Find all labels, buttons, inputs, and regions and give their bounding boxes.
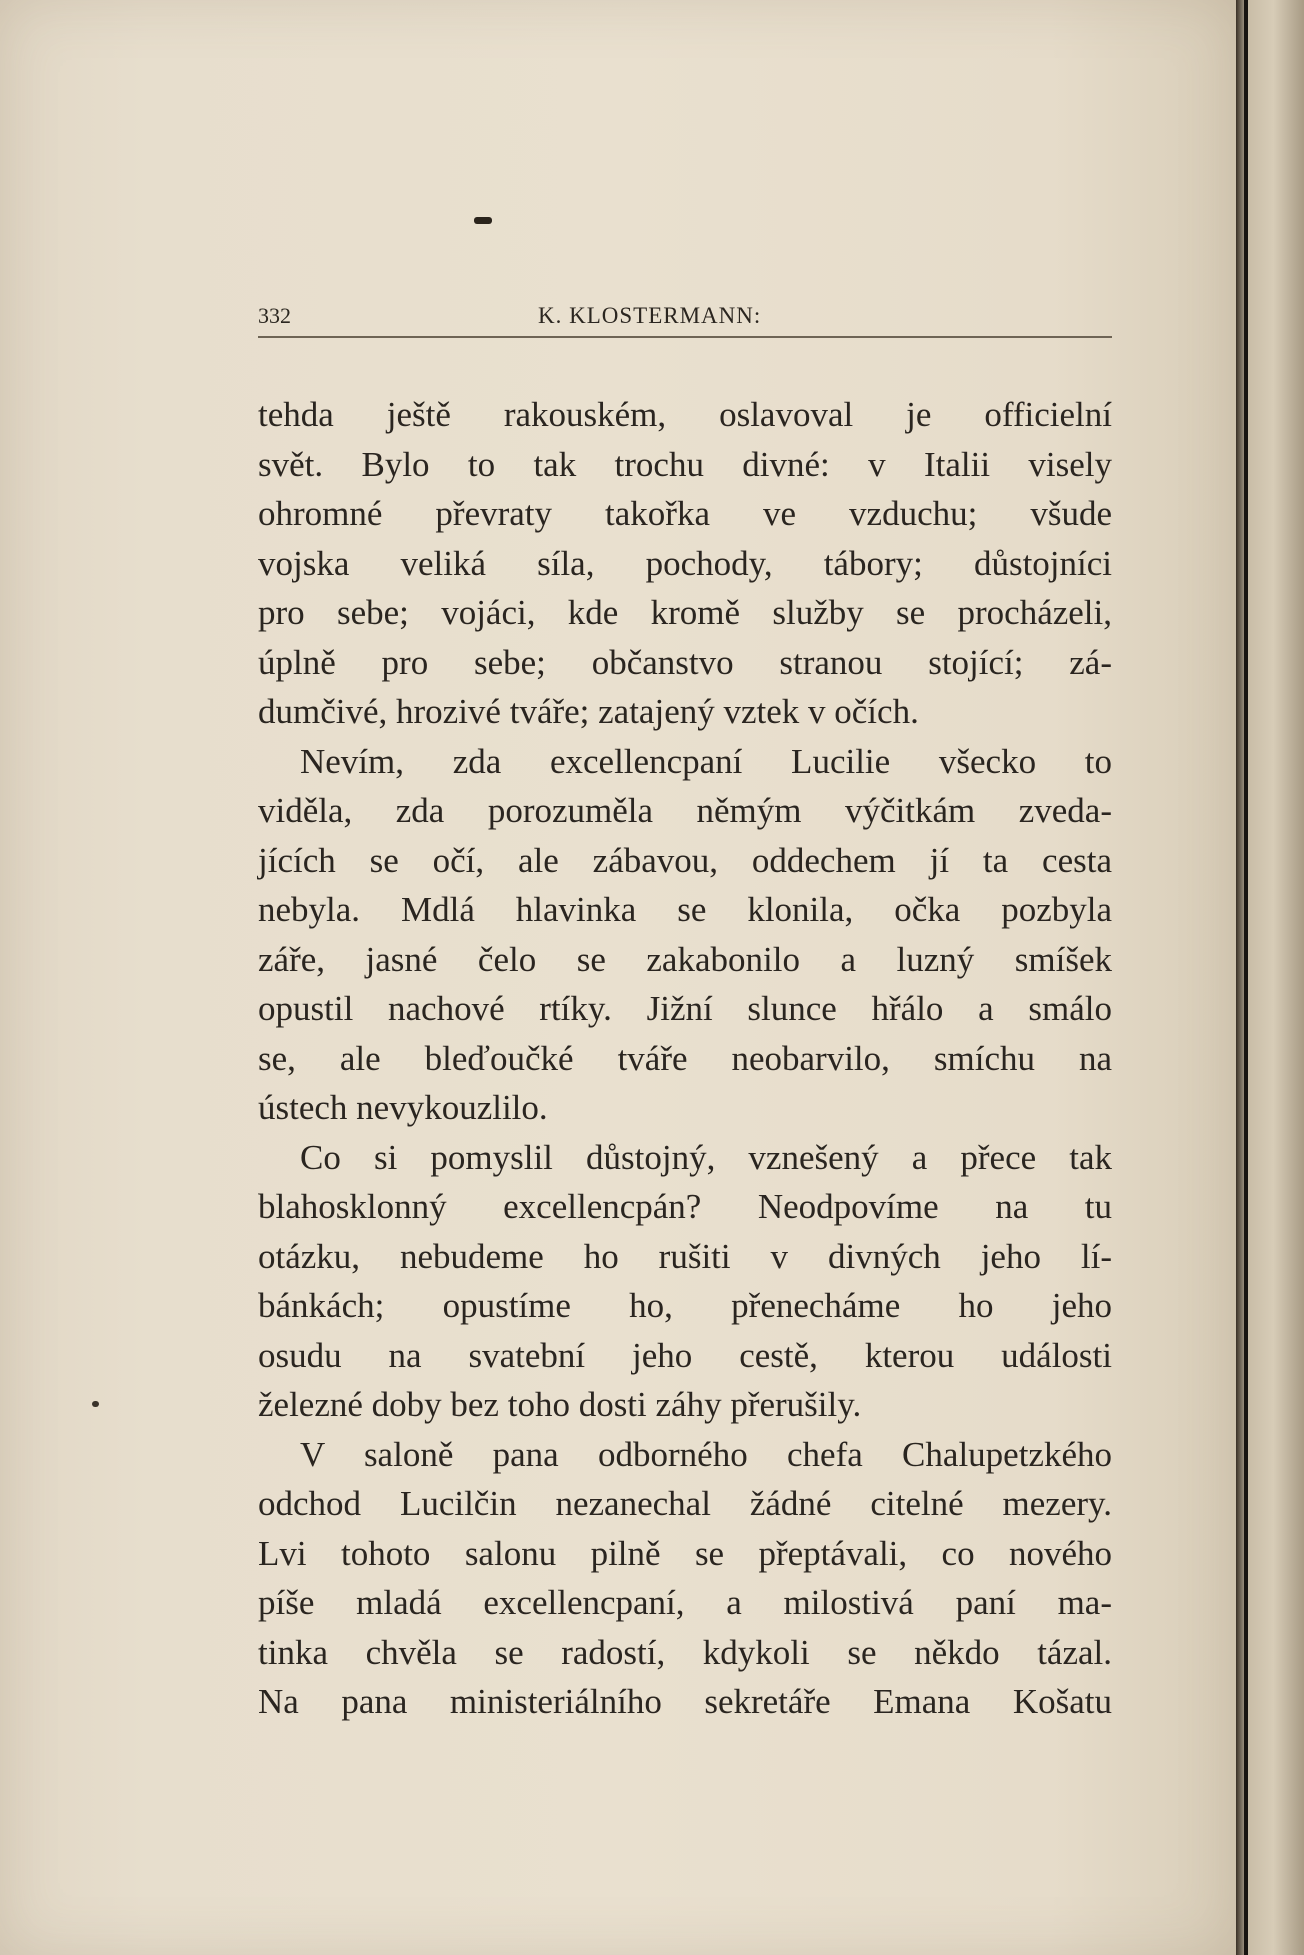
text-line: viděla, zda porozuměla němým výčitkám zveda-	[258, 791, 1112, 830]
text-line: vojska veliká síla, pochody, tábory; důstojníci	[258, 543, 1112, 583]
text-line: se, ale bleďoučké tváře neobarvilo, smíchu na	[258, 1038, 1112, 1078]
text-line: ústech nevykouzlilo.	[258, 1088, 548, 1127]
text-line: Lvi tohoto salonu pilně se přeptávali, co nového	[258, 1533, 1112, 1573]
text-line: dumčivé, hrozivé tváře; zatajený vztek v očích.	[258, 692, 919, 731]
text-line: záře, jasné čelo se zakabonilo a luzný smíšek	[258, 939, 1112, 979]
text-line: nebyla. Mdlá hlavinka se klonila, očka pozbyla	[258, 890, 1112, 929]
text-line: tehda ještě rakouském, oslavoval je officielní	[258, 395, 1112, 434]
running-head-author: K. KLOSTERMANN:	[538, 303, 762, 328]
text-line: Co si pomyslil důstojný, vznešený a přece tak	[300, 1137, 1112, 1177]
text-line: V saloně pana odborného chefa Chalupetzkého	[300, 1434, 1112, 1474]
body-text	[258, 390, 1112, 1727]
page-number: 332	[258, 303, 291, 328]
margin-speck	[92, 1401, 99, 1407]
text-line: blahosklonný excellencpán? Neodpovíme na tu	[258, 1187, 1112, 1226]
text-line: svět. Bylo to tak trochu divné: v Italii visely	[258, 444, 1112, 484]
text-line: odchod Lucilčin nezanechal žádné citelné mezery.	[258, 1484, 1112, 1523]
text-line: Nevím, zda excellencpaní Lucilie všecko to	[300, 741, 1112, 781]
binding-shadow	[1244, 0, 1248, 1955]
text-line: pro sebe; vojáci, kde kromě služby se procházeli,	[258, 593, 1112, 632]
text-line: otázku, nebudeme ho rušiti v divných jeho lí-	[258, 1236, 1112, 1276]
text-line: jících se očí, ale zábavou, oddechem jí ta cesta	[258, 840, 1112, 880]
text-line: opustil nachové rtíky. Jižní slunce hřálo a smálo	[258, 989, 1112, 1028]
text-line: píše mladá excellencpaní, a milostivá paní ma-	[258, 1583, 1112, 1622]
text-line: osudu na svatební jeho cestě, kterou události	[258, 1335, 1112, 1375]
header-rule	[258, 336, 1112, 338]
text-line: bánkách; opustíme ho, přenecháme ho jeho	[258, 1286, 1112, 1325]
text-line: ohromné převraty takořka ve vzduchu; všude	[258, 494, 1112, 533]
ink-mark	[474, 217, 492, 224]
text-line: tinka chvěla se radostí, kdykoli se někdo tázal.	[258, 1632, 1112, 1672]
text-line: Na pana ministeriálního sekretáře Emana Košatu	[258, 1682, 1112, 1721]
running-head	[258, 295, 1112, 337]
text-line: úplně pro sebe; občanstvo stranou stojící; zá-	[258, 642, 1112, 682]
text-line: železné doby bez toho dosti záhy přerušily.	[258, 1385, 862, 1424]
